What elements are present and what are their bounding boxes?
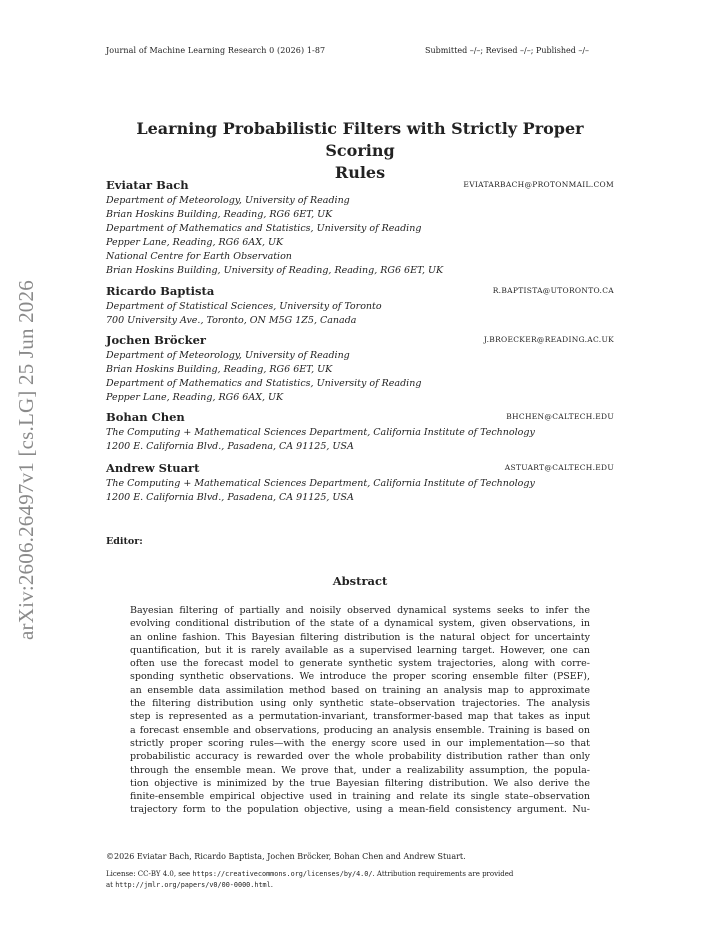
abstract-line: quantification, but it is rarely available as a supervised learning target. However, one can	[130, 644, 590, 656]
author-email: ASTUART@CALTECH.EDU	[504, 463, 614, 472]
abstract-line: an online fashion. This Bayesian filtering distribution is the natural object for uncertainty	[130, 631, 590, 643]
author-block-broecker	[106, 333, 614, 405]
license-suffix: .	[270, 881, 273, 889]
affiliation-line: Department of Mathematics and Statistics, University of Reading	[106, 378, 422, 389]
affiliation-line: Department of Mathematics and Statistics, University of Reading	[106, 223, 422, 234]
author-name: Bohan Chen	[106, 410, 185, 424]
abstract-body	[130, 604, 590, 817]
author-name: Andrew Stuart	[106, 461, 200, 475]
affiliation-line: 1200 E. California Blvd., Pasadena, CA 91125, USA	[106, 492, 354, 503]
affiliation-line: National Centre for Earth Observation	[106, 251, 292, 262]
abstract-line: evolving conditional distribution of the state of a dynamical system, given observations, in	[130, 618, 590, 630]
author-email: R.BAPTISTA@UTORONTO.CA	[492, 286, 614, 295]
author-block-bach	[106, 178, 614, 278]
affiliation-line: Brian Hoskins Building, Reading, RG6 6ET, UK	[106, 209, 333, 220]
author-block-stuart	[106, 461, 614, 505]
affiliation-line: 700 University Ave., Toronto, ON M5G 1Z5, Canada	[106, 315, 357, 326]
paper-title	[106, 118, 614, 184]
license-link[interactable]: https://creativecommons.org/licenses/by/4.0/	[192, 870, 373, 878]
license-middle: . Attribution requirements are provided	[372, 870, 514, 878]
affiliation-line: Brian Hoskins Building, University of Reading, Reading, RG6 6ET, UK	[106, 265, 444, 276]
editor-label: Editor:	[106, 536, 143, 547]
paper-link[interactable]: http://jmlr.org/papers/v0/00-0000.html	[115, 881, 271, 889]
abstract-line: often use the forecast model to generate synthetic system trajectories, along with corre-	[130, 658, 590, 670]
author-block-baptista	[106, 284, 614, 328]
affiliation-line: Pepper Lane, Reading, RG6 6AX, UK	[106, 237, 284, 248]
abstract-line: trajectory form to the population objective, using a mean-field consistency argument. Nu-	[130, 804, 590, 816]
affiliation-line: Department of Meteorology, University of Reading	[106, 195, 350, 206]
author-email: J.BROECKER@READING.AC.UK	[483, 335, 614, 344]
affiliation-line: The Computing + Mathematical Sciences Department, California Institute of Technology	[106, 478, 535, 489]
abstract-line: finite-ensemble empirical objective used in training and relate its single state–observation	[130, 791, 590, 803]
license-prefix: License: CC-BY 4.0, see	[106, 870, 193, 878]
abstract-line: tion objective is minimized by the true Bayesian filtering distribution. We also derive the	[130, 777, 590, 789]
affiliation-line: The Computing + Mathematical Sciences Department, California Institute of Technology	[106, 427, 535, 438]
copyright-notice: ©2026 Eviatar Bach, Ricardo Baptista, Jochen Bröcker, Bohan Chen and Andrew Stuart.	[106, 852, 466, 861]
affiliation-line: Pepper Lane, Reading, RG6 6AX, UK	[106, 392, 284, 403]
abstract-line: a forecast ensemble and observations, producing an analysis ensemble. Training is based on	[130, 724, 590, 736]
abstract-line: through the ensemble mean. We prove that, under a realizability assumption, the popula-	[130, 764, 590, 776]
affiliation-line: Department of Statistical Sciences, University of Toronto	[106, 301, 382, 312]
abstract-line: sponding synthetic observations. We introduce the proper scoring ensemble filter (PSEF),	[130, 671, 590, 683]
author-name: Eviatar Bach	[106, 178, 189, 192]
author-email: BHCHEN@CALTECH.EDU	[506, 412, 614, 421]
author-email: EVIATARBACH@PROTONMAIL.COM	[463, 180, 614, 189]
title-line-1: Learning Probabilistic Filters with Strictly Proper Scoring	[136, 119, 584, 160]
license-notice	[106, 869, 614, 891]
affiliation-line: 1200 E. California Blvd., Pasadena, CA 91125, USA	[106, 441, 354, 452]
abstract-line: strictly proper scoring rules—with the energy score used in our implementation—so that	[130, 737, 590, 749]
arxiv-stamp: arXiv:2606.26497v1 [cs.LG] 25 Jun 2026	[14, 280, 38, 640]
author-name: Ricardo Baptista	[106, 284, 215, 298]
license-at: at	[106, 881, 116, 889]
abstract-line: the filtering distribution using only synthetic state–observation trajectories. The analysis	[130, 698, 590, 710]
journal-header: Journal of Machine Learning Research 0 (2026) 1-87	[106, 46, 326, 55]
abstract-line: probabilistic accuracy is rewarded over the whole probability distribution rather than only	[130, 751, 590, 763]
affiliation-line: Department of Meteorology, University of Reading	[106, 350, 350, 361]
affiliation-line: Brian Hoskins Building, Reading, RG6 6ET, UK	[106, 364, 333, 375]
title-line-2: Rules	[334, 163, 386, 182]
author-block-chen	[106, 410, 614, 454]
abstract-line: step is represented as a permutation-invariant, transformer-based map that takes as input	[130, 711, 590, 723]
author-name: Jochen Bröcker	[106, 333, 206, 347]
submission-header: Submitted –/–; Revised –/–; Published –/–	[425, 46, 590, 55]
abstract-heading: Abstract	[332, 574, 388, 588]
abstract-line: Bayesian filtering of partially and noisily observed dynamical systems seeks to infer the	[130, 605, 590, 616]
abstract-line: an ensemble data assimilation method based on training an analysis map to approximate	[130, 684, 590, 696]
